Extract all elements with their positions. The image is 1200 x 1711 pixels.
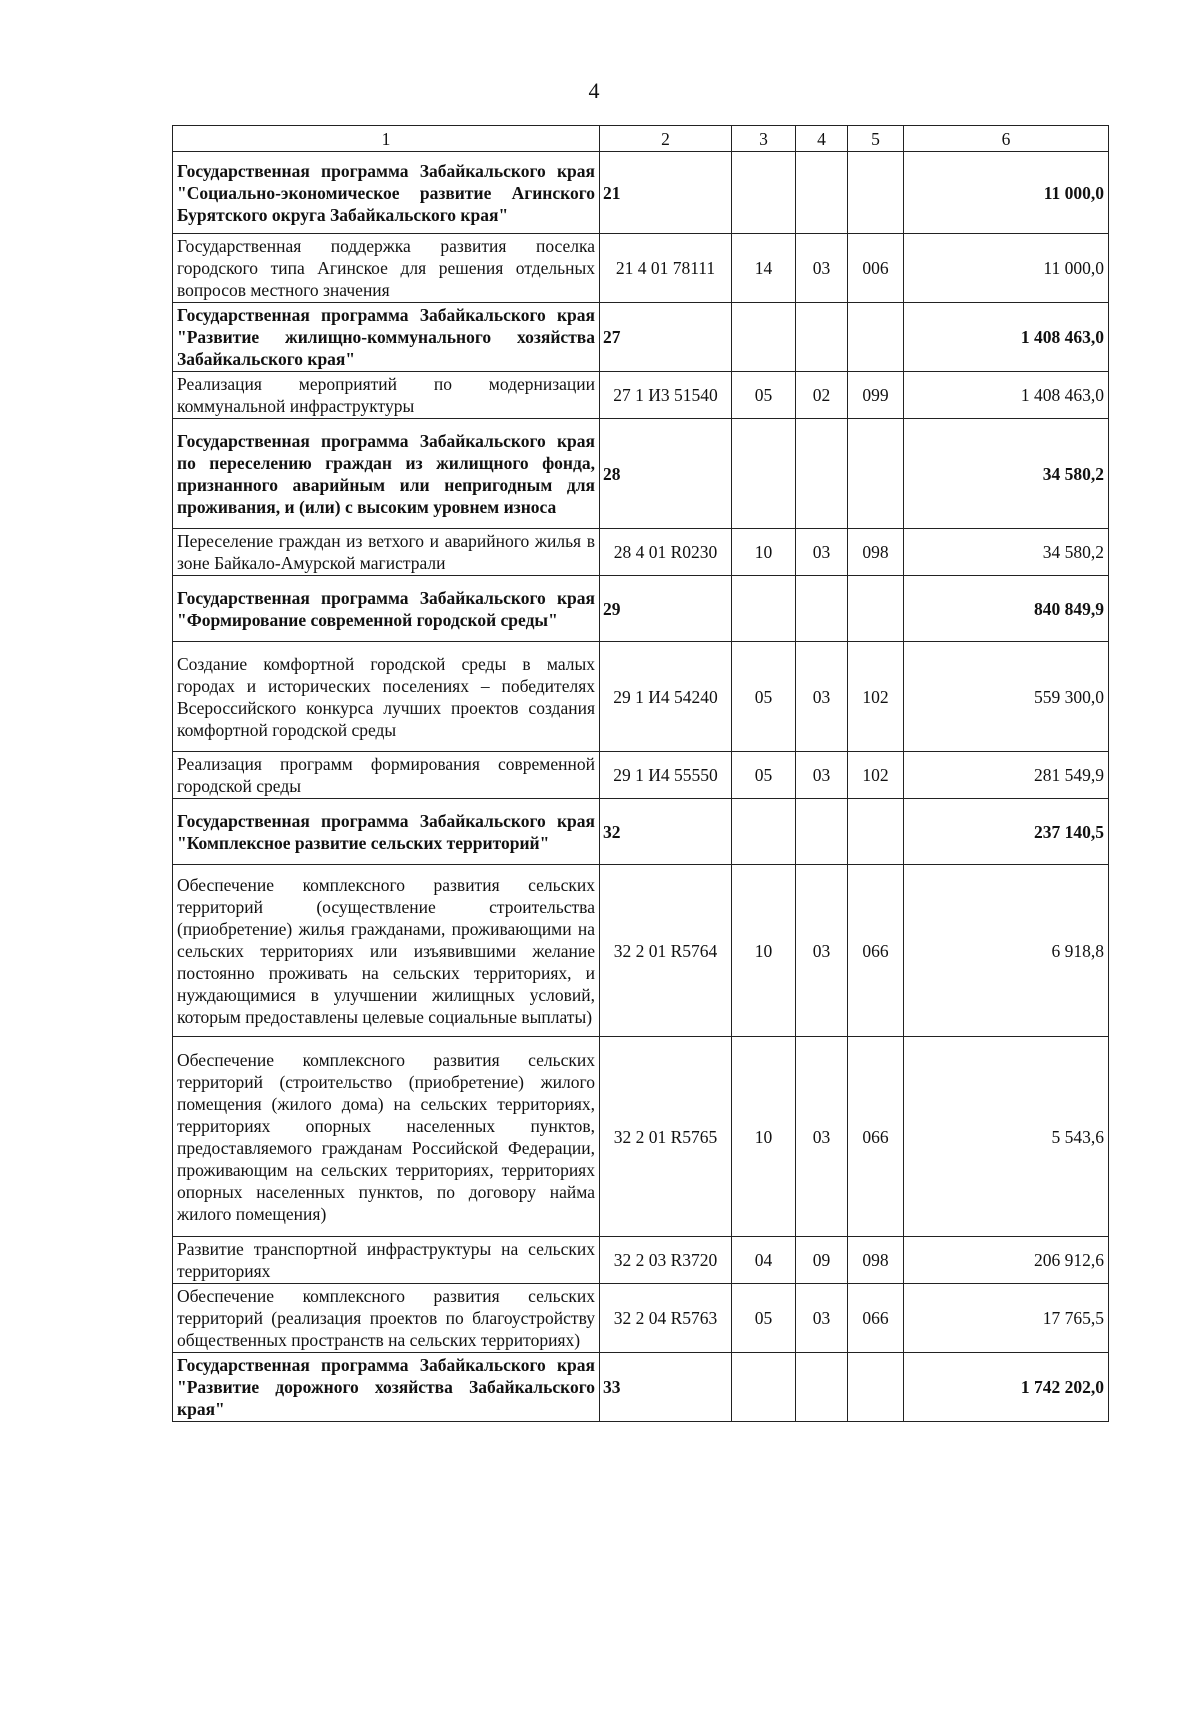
section-cell: 14 bbox=[732, 234, 796, 303]
section-cell bbox=[732, 419, 796, 529]
code-cell: 29 bbox=[600, 576, 732, 642]
program-row bbox=[173, 1353, 1109, 1422]
subsection-cell: 03 bbox=[796, 1037, 848, 1237]
amount-cell: 237 140,5 bbox=[904, 799, 1109, 865]
program-row bbox=[173, 576, 1109, 642]
section-cell bbox=[732, 799, 796, 865]
subsection-cell bbox=[796, 799, 848, 865]
table-row bbox=[173, 372, 1109, 419]
header-cell: 6 bbox=[904, 126, 1109, 152]
amount-cell: 840 849,9 bbox=[904, 576, 1109, 642]
table-row bbox=[173, 1037, 1109, 1237]
name-cell: Государственная программа Забайкальского края по переселению граждан из жилищного фонда, признанного аварийным или непригодным для проживания, и (или) с высоким уровнем износа bbox=[173, 419, 600, 529]
type-cell bbox=[848, 152, 904, 234]
type-cell bbox=[848, 419, 904, 529]
amount-cell: 17 765,5 bbox=[904, 1284, 1109, 1353]
subsection-cell bbox=[796, 303, 848, 372]
type-cell: 098 bbox=[848, 529, 904, 576]
subsection-cell: 09 bbox=[796, 1237, 848, 1284]
subsection-cell bbox=[796, 1353, 848, 1422]
budget-table bbox=[172, 125, 1109, 1422]
type-cell: 099 bbox=[848, 372, 904, 419]
section-cell: 05 bbox=[732, 642, 796, 752]
code-cell: 32 2 01 R5765 bbox=[600, 1037, 732, 1237]
amount-cell: 6 918,8 bbox=[904, 865, 1109, 1037]
name-cell: Обеспечение комплексного развития сельских территорий (осуществление строительства (приобретение) жилья гражданами, проживающими на сельских территориях или изъявившими желание постоянно проживать на сельских территориях, и нуждающимися в улучшении жилищных условий, которым предоставлены целевые социальные выплаты) bbox=[173, 865, 600, 1037]
subsection-cell: 03 bbox=[796, 234, 848, 303]
table-row bbox=[173, 1284, 1109, 1353]
program-row bbox=[173, 419, 1109, 529]
code-cell: 21 4 01 78111 bbox=[600, 234, 732, 303]
name-cell: Обеспечение комплексного развития сельских территорий (строительство (приобретение) жилого помещения (жилого дома) на сельских территориях, территориях опорных населенных пунктов, предоставляемого гражданам Российской Федерации, проживающим на сельских территориях, территориях опорных населенных пунктов, по договору найма жилого помещения) bbox=[173, 1037, 600, 1237]
name-cell: Государственная программа Забайкальского края "Социально-экономическое развитие Агинского Бурятского округа Забайкальского края" bbox=[173, 152, 600, 234]
amount-cell: 559 300,0 bbox=[904, 642, 1109, 752]
name-cell: Реализация мероприятий по модернизации коммунальной инфраструктуры bbox=[173, 372, 600, 419]
amount-cell: 34 580,2 bbox=[904, 419, 1109, 529]
header-cell: 2 bbox=[600, 126, 732, 152]
code-cell: 32 2 03 R3720 bbox=[600, 1237, 732, 1284]
code-cell: 21 bbox=[600, 152, 732, 234]
subsection-cell bbox=[796, 152, 848, 234]
section-cell: 04 bbox=[732, 1237, 796, 1284]
type-cell: 102 bbox=[848, 752, 904, 799]
subsection-cell bbox=[796, 419, 848, 529]
subsection-cell: 03 bbox=[796, 529, 848, 576]
name-cell: Развитие транспортной инфраструктуры на сельских территориях bbox=[173, 1237, 600, 1284]
section-cell: 10 bbox=[732, 865, 796, 1037]
code-cell: 32 2 01 R5764 bbox=[600, 865, 732, 1037]
type-cell: 066 bbox=[848, 1284, 904, 1353]
program-row bbox=[173, 799, 1109, 865]
table-row bbox=[173, 1237, 1109, 1284]
code-cell: 32 2 04 R5763 bbox=[600, 1284, 732, 1353]
section-cell bbox=[732, 152, 796, 234]
section-cell: 05 bbox=[732, 372, 796, 419]
subsection-cell bbox=[796, 576, 848, 642]
amount-cell: 1 742 202,0 bbox=[904, 1353, 1109, 1422]
subsection-cell: 03 bbox=[796, 1284, 848, 1353]
section-cell bbox=[732, 1353, 796, 1422]
header-row bbox=[173, 126, 1109, 152]
name-cell: Создание комфортной городской среды в малых городах и исторических поселениях – победителях Всероссийского конкурса лучших проектов создания комфортной городской среды bbox=[173, 642, 600, 752]
table-row bbox=[173, 234, 1109, 303]
section-cell bbox=[732, 576, 796, 642]
table-row bbox=[173, 642, 1109, 752]
header-cell: 5 bbox=[848, 126, 904, 152]
subsection-cell: 03 bbox=[796, 865, 848, 1037]
code-cell: 28 bbox=[600, 419, 732, 529]
section-cell: 05 bbox=[732, 752, 796, 799]
name-cell: Государственная поддержка развития поселка городского типа Агинское для решения отдельных вопросов местного значения bbox=[173, 234, 600, 303]
section-cell bbox=[732, 303, 796, 372]
amount-cell: 34 580,2 bbox=[904, 529, 1109, 576]
type-cell: 102 bbox=[848, 642, 904, 752]
amount-cell: 11 000,0 bbox=[904, 234, 1109, 303]
program-row bbox=[173, 152, 1109, 234]
section-cell: 10 bbox=[732, 529, 796, 576]
name-cell: Государственная программа Забайкальского края "Комплексное развитие сельских территорий" bbox=[173, 799, 600, 865]
type-cell: 066 bbox=[848, 1037, 904, 1237]
section-cell: 05 bbox=[732, 1284, 796, 1353]
amount-cell: 281 549,9 bbox=[904, 752, 1109, 799]
table-row bbox=[173, 752, 1109, 799]
code-cell: 32 bbox=[600, 799, 732, 865]
program-row bbox=[173, 303, 1109, 372]
type-cell bbox=[848, 1353, 904, 1422]
amount-cell: 206 912,6 bbox=[904, 1237, 1109, 1284]
name-cell: Обеспечение комплексного развития сельских территорий (реализация проектов по благоустройству общественных пространств на сельских территориях) bbox=[173, 1284, 600, 1353]
subsection-cell: 02 bbox=[796, 372, 848, 419]
type-cell: 006 bbox=[848, 234, 904, 303]
header-cell: 3 bbox=[732, 126, 796, 152]
code-cell: 29 1 И4 54240 bbox=[600, 642, 732, 752]
table-row bbox=[173, 529, 1109, 576]
page-number: 4 bbox=[588, 78, 600, 103]
code-cell: 27 1 И3 51540 bbox=[600, 372, 732, 419]
header-cell: 1 bbox=[173, 126, 600, 152]
code-cell: 27 bbox=[600, 303, 732, 372]
code-cell: 28 4 01 R0230 bbox=[600, 529, 732, 576]
code-cell: 29 1 И4 55550 bbox=[600, 752, 732, 799]
amount-cell: 1 408 463,0 bbox=[904, 303, 1109, 372]
amount-cell: 1 408 463,0 bbox=[904, 372, 1109, 419]
name-cell: Государственная программа Забайкальского края "Развитие дорожного хозяйства Забайкальского края" bbox=[173, 1353, 600, 1422]
type-cell: 098 bbox=[848, 1237, 904, 1284]
subsection-cell: 03 bbox=[796, 752, 848, 799]
type-cell bbox=[848, 576, 904, 642]
type-cell: 066 bbox=[848, 865, 904, 1037]
name-cell: Реализация программ формирования современной городской среды bbox=[173, 752, 600, 799]
header-cell: 4 bbox=[796, 126, 848, 152]
name-cell: Государственная программа Забайкальского края "Развитие жилищно-коммунального хозяйства Забайкальского края" bbox=[173, 303, 600, 372]
code-cell: 33 bbox=[600, 1353, 732, 1422]
table-row bbox=[173, 865, 1109, 1037]
type-cell bbox=[848, 799, 904, 865]
name-cell: Государственная программа Забайкальского края "Формирование современной городской среды" bbox=[173, 576, 600, 642]
section-cell: 10 bbox=[732, 1037, 796, 1237]
amount-cell: 11 000,0 bbox=[904, 152, 1109, 234]
subsection-cell: 03 bbox=[796, 642, 848, 752]
amount-cell: 5 543,6 bbox=[904, 1037, 1109, 1237]
type-cell bbox=[848, 303, 904, 372]
name-cell: Переселение граждан из ветхого и аварийного жилья в зоне Байкало-Амурской магистрали bbox=[173, 529, 600, 576]
